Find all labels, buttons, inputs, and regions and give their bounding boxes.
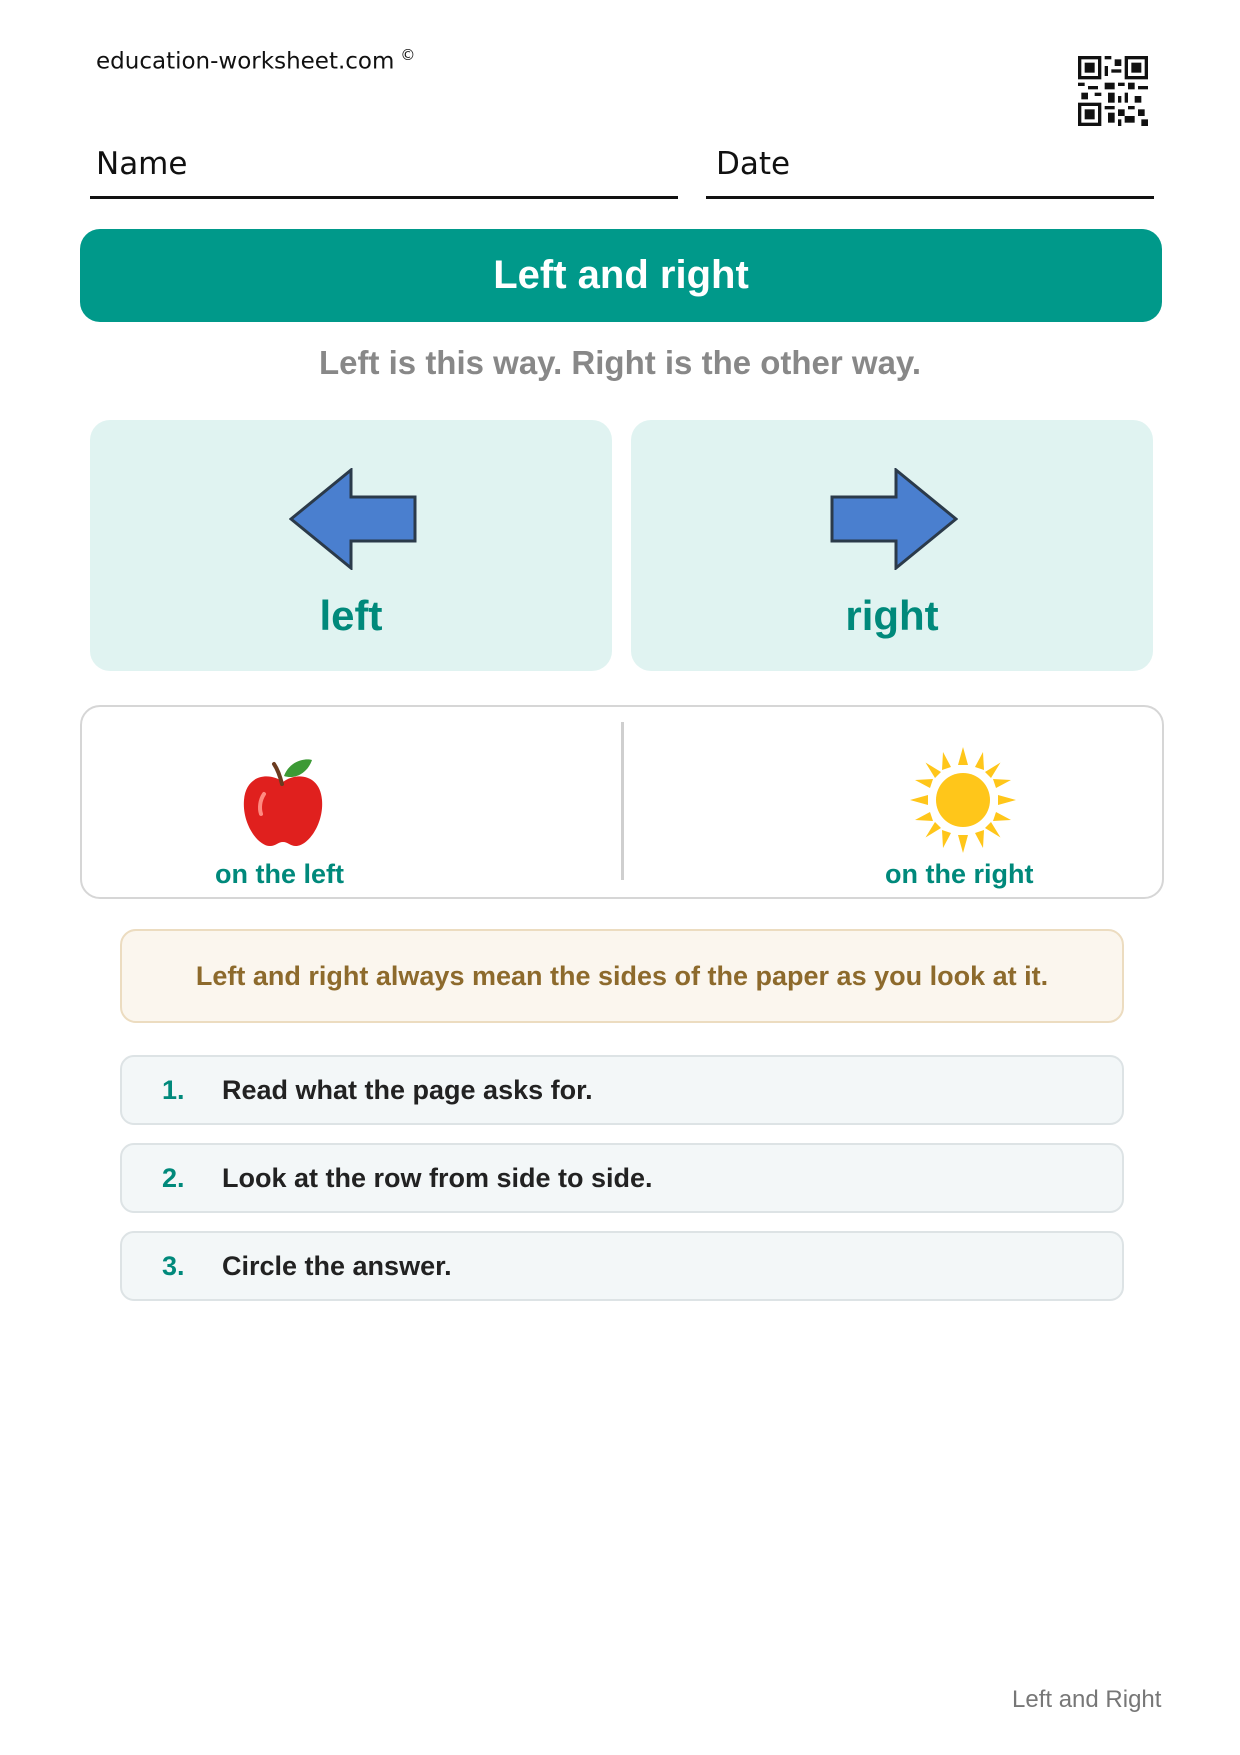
apple-icon <box>240 754 326 852</box>
on-the-left-label: on the left <box>215 859 344 889</box>
page-title: Left and right <box>493 253 749 297</box>
note-text: Left and right always mean the sides of the paper as you look at it. <box>195 960 1049 991</box>
step-number: 1. <box>162 1075 185 1105</box>
name-label: Name <box>96 146 188 182</box>
page-subtitle: Left is this way. Right is the other way. <box>318 344 922 381</box>
right-label: right <box>845 592 939 639</box>
date-label: Date <box>716 146 791 182</box>
copyright-symbol: © <box>400 46 416 64</box>
step-item <box>120 1055 1124 1125</box>
step-item <box>120 1143 1124 1213</box>
step-number: 3. <box>162 1251 185 1281</box>
step-item <box>120 1231 1124 1301</box>
step-text: Look at the row from side to side. <box>222 1163 653 1193</box>
step-text: Circle the answer. <box>222 1251 452 1281</box>
left-direction-card <box>90 420 612 671</box>
footer-title: Left and Right <box>1012 1686 1162 1713</box>
qr-code-icon <box>1078 56 1148 126</box>
right-direction-card <box>631 420 1153 671</box>
step-text: Read what the page asks for. <box>222 1075 593 1105</box>
on-the-right-label: on the right <box>885 859 1034 889</box>
name-field[interactable] <box>90 140 678 199</box>
example-box <box>80 705 1164 899</box>
site-url: education-worksheet.com <box>96 48 395 75</box>
title-banner <box>80 229 1162 322</box>
date-field[interactable] <box>706 140 1154 199</box>
step-number: 2. <box>162 1163 185 1193</box>
sun-icon <box>910 747 1016 853</box>
note-box <box>120 929 1124 1023</box>
arrow-right-icon <box>830 468 958 570</box>
arrow-left-icon <box>289 468 417 570</box>
left-label: left <box>319 592 383 639</box>
site-name <box>96 46 415 75</box>
divider <box>621 722 624 880</box>
